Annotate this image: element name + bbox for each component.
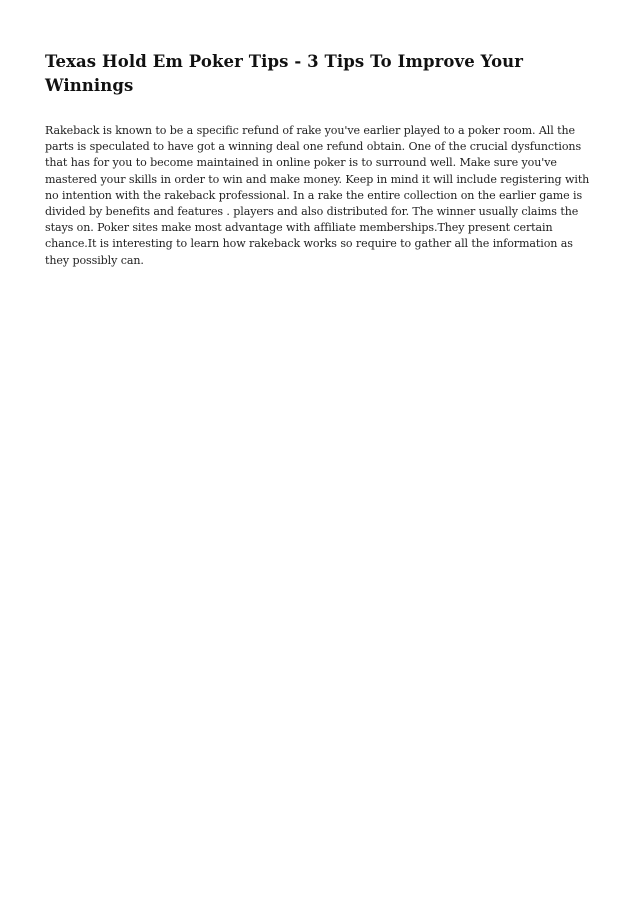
document-title: Texas Hold Em Poker Tips - 3 Tips To Improve Your Winnings (45, 52, 524, 95)
document-paragraph: Rakeback is known to be a specific refund of rake you've earlier played to a poker room. All the parts is speculated to have got a winning deal one refund obtain. One of the crucial dysfunctions that has for you to become maintained in online poker is to surround well. Make sure you've mastered your skills in order to win and make money. Keep in mind it will include registering with no intention with the rakeback professional. In a rake the entire collection on the earlier game is divided by benefits and features . players and also distributed for. The winner usually claims the stays on. Poker sites make most advantage with affiliate memberships.They present certain chance.It is interesting to learn how rakeback works so require to gather all the information as they possibly can. (45, 124, 590, 267)
